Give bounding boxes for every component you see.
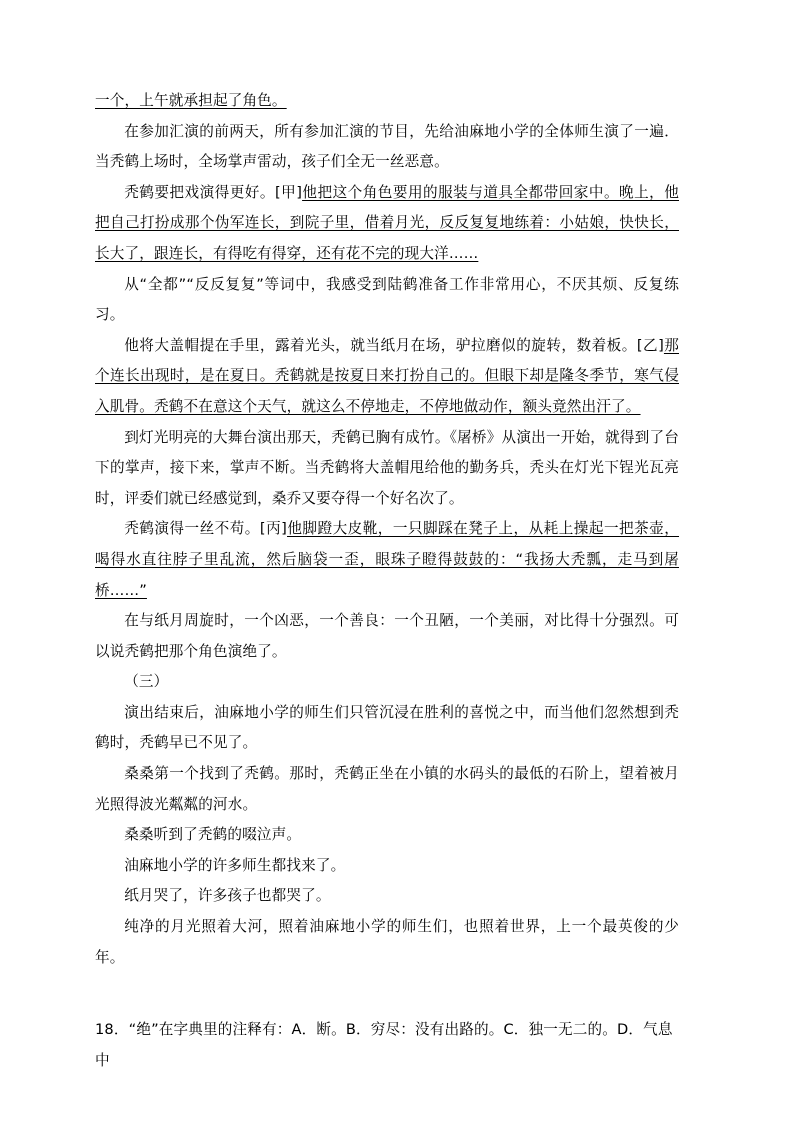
section-label-text: （三） bbox=[124, 673, 169, 691]
paragraph-marker-bing bbox=[95, 514, 679, 606]
section-label-three bbox=[95, 667, 679, 698]
paragraph-sobbing bbox=[95, 820, 679, 851]
paragraph-text: 在与纸月周旋时，一个凶恶，一个善良：一个丑陋，一个美丽，对比得十分强烈。可以说秃鹤把那个角色演绝了。 bbox=[95, 612, 679, 660]
lead-text: 秃鹤演得一丝不苟。 bbox=[124, 520, 260, 538]
paragraph-text: 桑桑第一个找到了秃鹤。那时，秃鹤正坐在小镇的水码头的最低的石阶上，望着被月光照得波光粼粼的河水。 bbox=[95, 765, 679, 813]
paragraph-analysis-quanduo bbox=[95, 270, 679, 331]
paragraph-sangsang-finds bbox=[95, 759, 679, 820]
paragraph-text: 在参加汇演的前两天，所有参加汇演的节目，先给油麻地小学的全体师生演了一遍．当秃鹤上场时，全场掌声雷动，孩子们全无一丝恶意。 bbox=[95, 122, 679, 171]
paragraph-text: 到灯光明亮的大舞台演出那天，秃鹤已胸有成竹。《屠桥》从演出一开始，就得到了台下的掌声，接下来，掌声不断。当秃鹤将大盖帽甩给他的勤务兵，秃头在灯光下锃光瓦亮时，评委们就已经感觉到，桑乔又要夺得一个好名次了。 bbox=[95, 428, 679, 507]
paragraph-teachers-arrive bbox=[95, 851, 679, 882]
question-18-text: 18．“绝”在字典里的注释有：A．断。B．穷尽：没有出路的。C．独一无二的。D．气息中 bbox=[95, 1021, 673, 1069]
paragraph-zhiyue-cried bbox=[95, 881, 679, 912]
paragraph-underlined-continuation bbox=[95, 86, 679, 117]
paragraph-rehearsal-preview bbox=[95, 117, 679, 178]
section-gap bbox=[95, 973, 679, 1015]
paragraph-marker-jia bbox=[95, 178, 679, 270]
underlined-text: 一个，上午就承担起了角色。 bbox=[95, 92, 287, 109]
underlined-text-yi: 那个连长出现时，是在夏日。秃鹤就是按夏日来打扮自己的。但眼下却是隆冬季节，寒气侵入肌骨。秃鹤不在意这个天气，就这么不停地走，不停地做动作，额头竟然出汗了。 bbox=[95, 336, 679, 415]
paragraph-text: 纸月哭了，许多孩子也都哭了。 bbox=[124, 887, 331, 905]
paragraph-marker-yi bbox=[95, 331, 679, 423]
marker-bing: [丙] bbox=[259, 520, 287, 538]
underlined-text-bing: 他脚蹬大皮靴，一只脚踩在凳子上，从耗上操起一把茶壶，喝得水直往脖子里乱流，然后脑袋一歪，眼珠子瞪得鼓鼓的：“我扬大秃瓢，走马到屠桥……” bbox=[95, 520, 680, 599]
underlined-text-jia: 他把这个角色要用的服装与道具全都带回家中。晚上，他把自己打扮成那个伪军连长，到院子里，借着月光，反反复复地练着：小姑娘，快快长，长大了，跟连长，有得吃有得穿，还有花不完的现大洋…… bbox=[95, 183, 679, 262]
paragraph-stage-performance bbox=[95, 423, 679, 515]
paragraph-moonlight-ending bbox=[95, 912, 679, 973]
paragraph-text: 油麻地小学的许多师生都找来了。 bbox=[124, 856, 346, 874]
marker-yi: [乙] bbox=[636, 336, 664, 354]
paragraph-text: 纯净的月光照着大河，照着油麻地小学的师生们，也照着世界，上一个最英俊的少年。 bbox=[95, 918, 679, 966]
lead-text: 他将大盖帽提在手里，露着光头，就当纸月在场，驴拉磨似的旋转，数着板。 bbox=[124, 336, 637, 354]
paragraph-text: 桑桑听到了秃鹤的啜泣声。 bbox=[124, 826, 302, 844]
lead-text: 秃鹤要把戏演得更好。 bbox=[124, 183, 275, 201]
paragraph-after-performance bbox=[95, 698, 679, 759]
paragraph-text: 从“全都”“反反复复”等词中，我感受到陆鹤准备工作非常用心，不厌其烦、反复练习。 bbox=[95, 275, 679, 324]
paragraph-text: 演出结束后，油麻地小学的师生们只管沉浸在胜利的喜悦之中，而当他们忽然想到秃鹤时，秃鹤早已不见了。 bbox=[95, 703, 679, 752]
paragraph-contrast-summary bbox=[95, 606, 679, 667]
question-18 bbox=[95, 1015, 679, 1076]
document-body bbox=[95, 86, 679, 1076]
marker-jia: [甲] bbox=[274, 183, 303, 201]
